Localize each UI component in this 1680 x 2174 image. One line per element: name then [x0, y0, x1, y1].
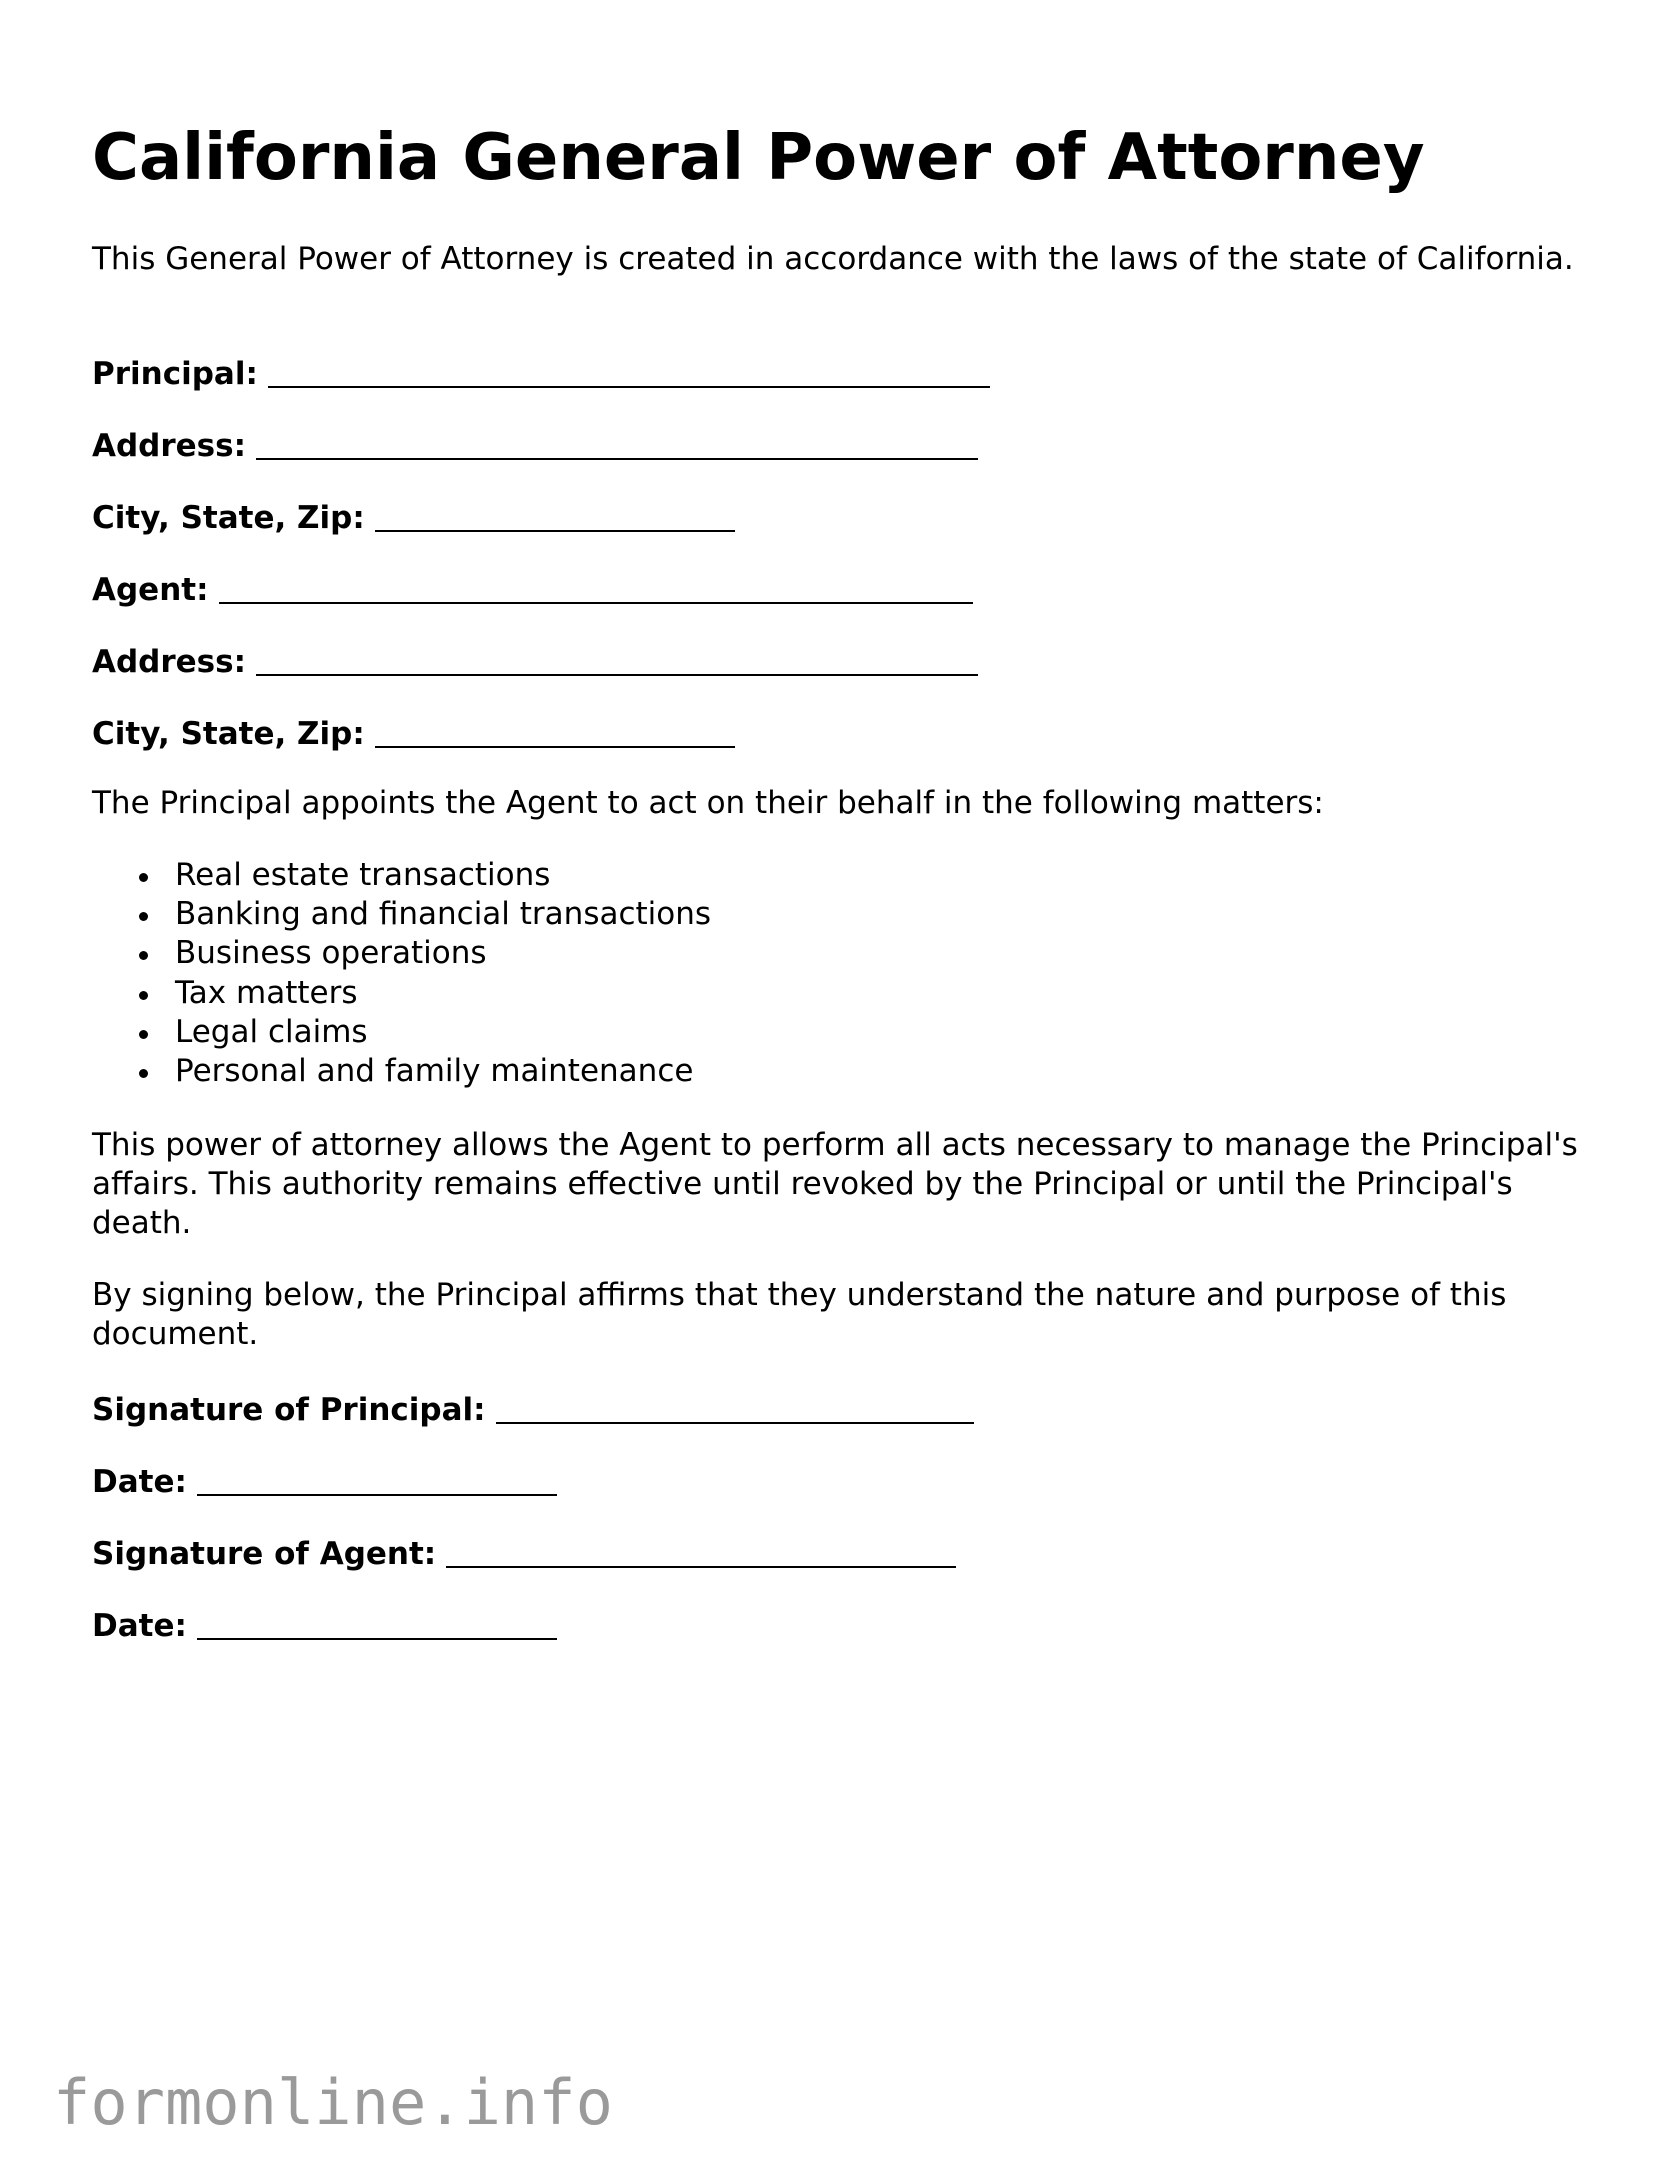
powers-list [92, 856, 711, 1091]
affirmation-paragraph: By signing below, the Principal affirms that they understand the nature and purpose of this document. [92, 1277, 1507, 1352]
principal-date-line[interactable] [197, 1464, 557, 1496]
principal-label: Principal: [92, 356, 258, 392]
agent-signature-field [92, 1532, 956, 1574]
agent-city-line[interactable] [375, 716, 735, 748]
principal-signature-label: Signature of Principal: [92, 1392, 486, 1428]
agent-address-line[interactable] [256, 644, 978, 676]
principal-address-line[interactable] [256, 428, 978, 460]
principal-date-label: Date: [92, 1464, 187, 1500]
agent-date-label: Date: [92, 1608, 187, 1644]
document-title: California General Power of Attorney [92, 121, 1425, 195]
list-item: Business operations [92, 934, 711, 973]
principal-field [92, 352, 990, 394]
principal-address-field [92, 424, 978, 466]
list-item: Tax matters [92, 974, 711, 1013]
agent-address-label: Address: [92, 644, 246, 680]
agent-city-field [92, 712, 735, 754]
principal-city-field [92, 496, 735, 538]
agent-city-label: City, State, Zip: [92, 716, 365, 752]
agent-signature-label: Signature of Agent: [92, 1536, 437, 1572]
agent-date-line[interactable] [197, 1608, 557, 1640]
agent-label: Agent: [92, 572, 209, 608]
intro-paragraph: This General Power of Attorney is created in accordance with the laws of the state of California. [92, 241, 1574, 277]
principal-city-line[interactable] [375, 500, 735, 532]
agent-field [92, 568, 973, 610]
principal-address-label: Address: [92, 428, 246, 464]
watermark: formonline.info [53, 2066, 613, 2139]
list-item: Legal claims [92, 1013, 711, 1052]
agent-name-line[interactable] [219, 572, 973, 604]
principal-signature-field [92, 1388, 974, 1430]
list-item: Banking and financial transactions [92, 895, 711, 934]
principal-name-line[interactable] [268, 356, 990, 388]
agent-signature-line[interactable] [446, 1536, 956, 1568]
principal-date-field [92, 1460, 557, 1502]
principal-signature-line[interactable] [496, 1392, 974, 1424]
list-item: Personal and family maintenance [92, 1052, 711, 1091]
agent-address-field [92, 640, 978, 682]
list-item: Real estate transactions [92, 856, 711, 895]
scope-paragraph: This power of attorney allows the Agent to perform all acts necessary to manage the Principal's affairs. This authority remains effective until revoked by the Principal or until the Principal's death. [92, 1127, 1578, 1241]
principal-city-label: City, State, Zip: [92, 500, 365, 536]
agent-date-field [92, 1604, 557, 1646]
appointment-paragraph: The Principal appoints the Agent to act on their behalf in the following matters: [92, 785, 1324, 821]
